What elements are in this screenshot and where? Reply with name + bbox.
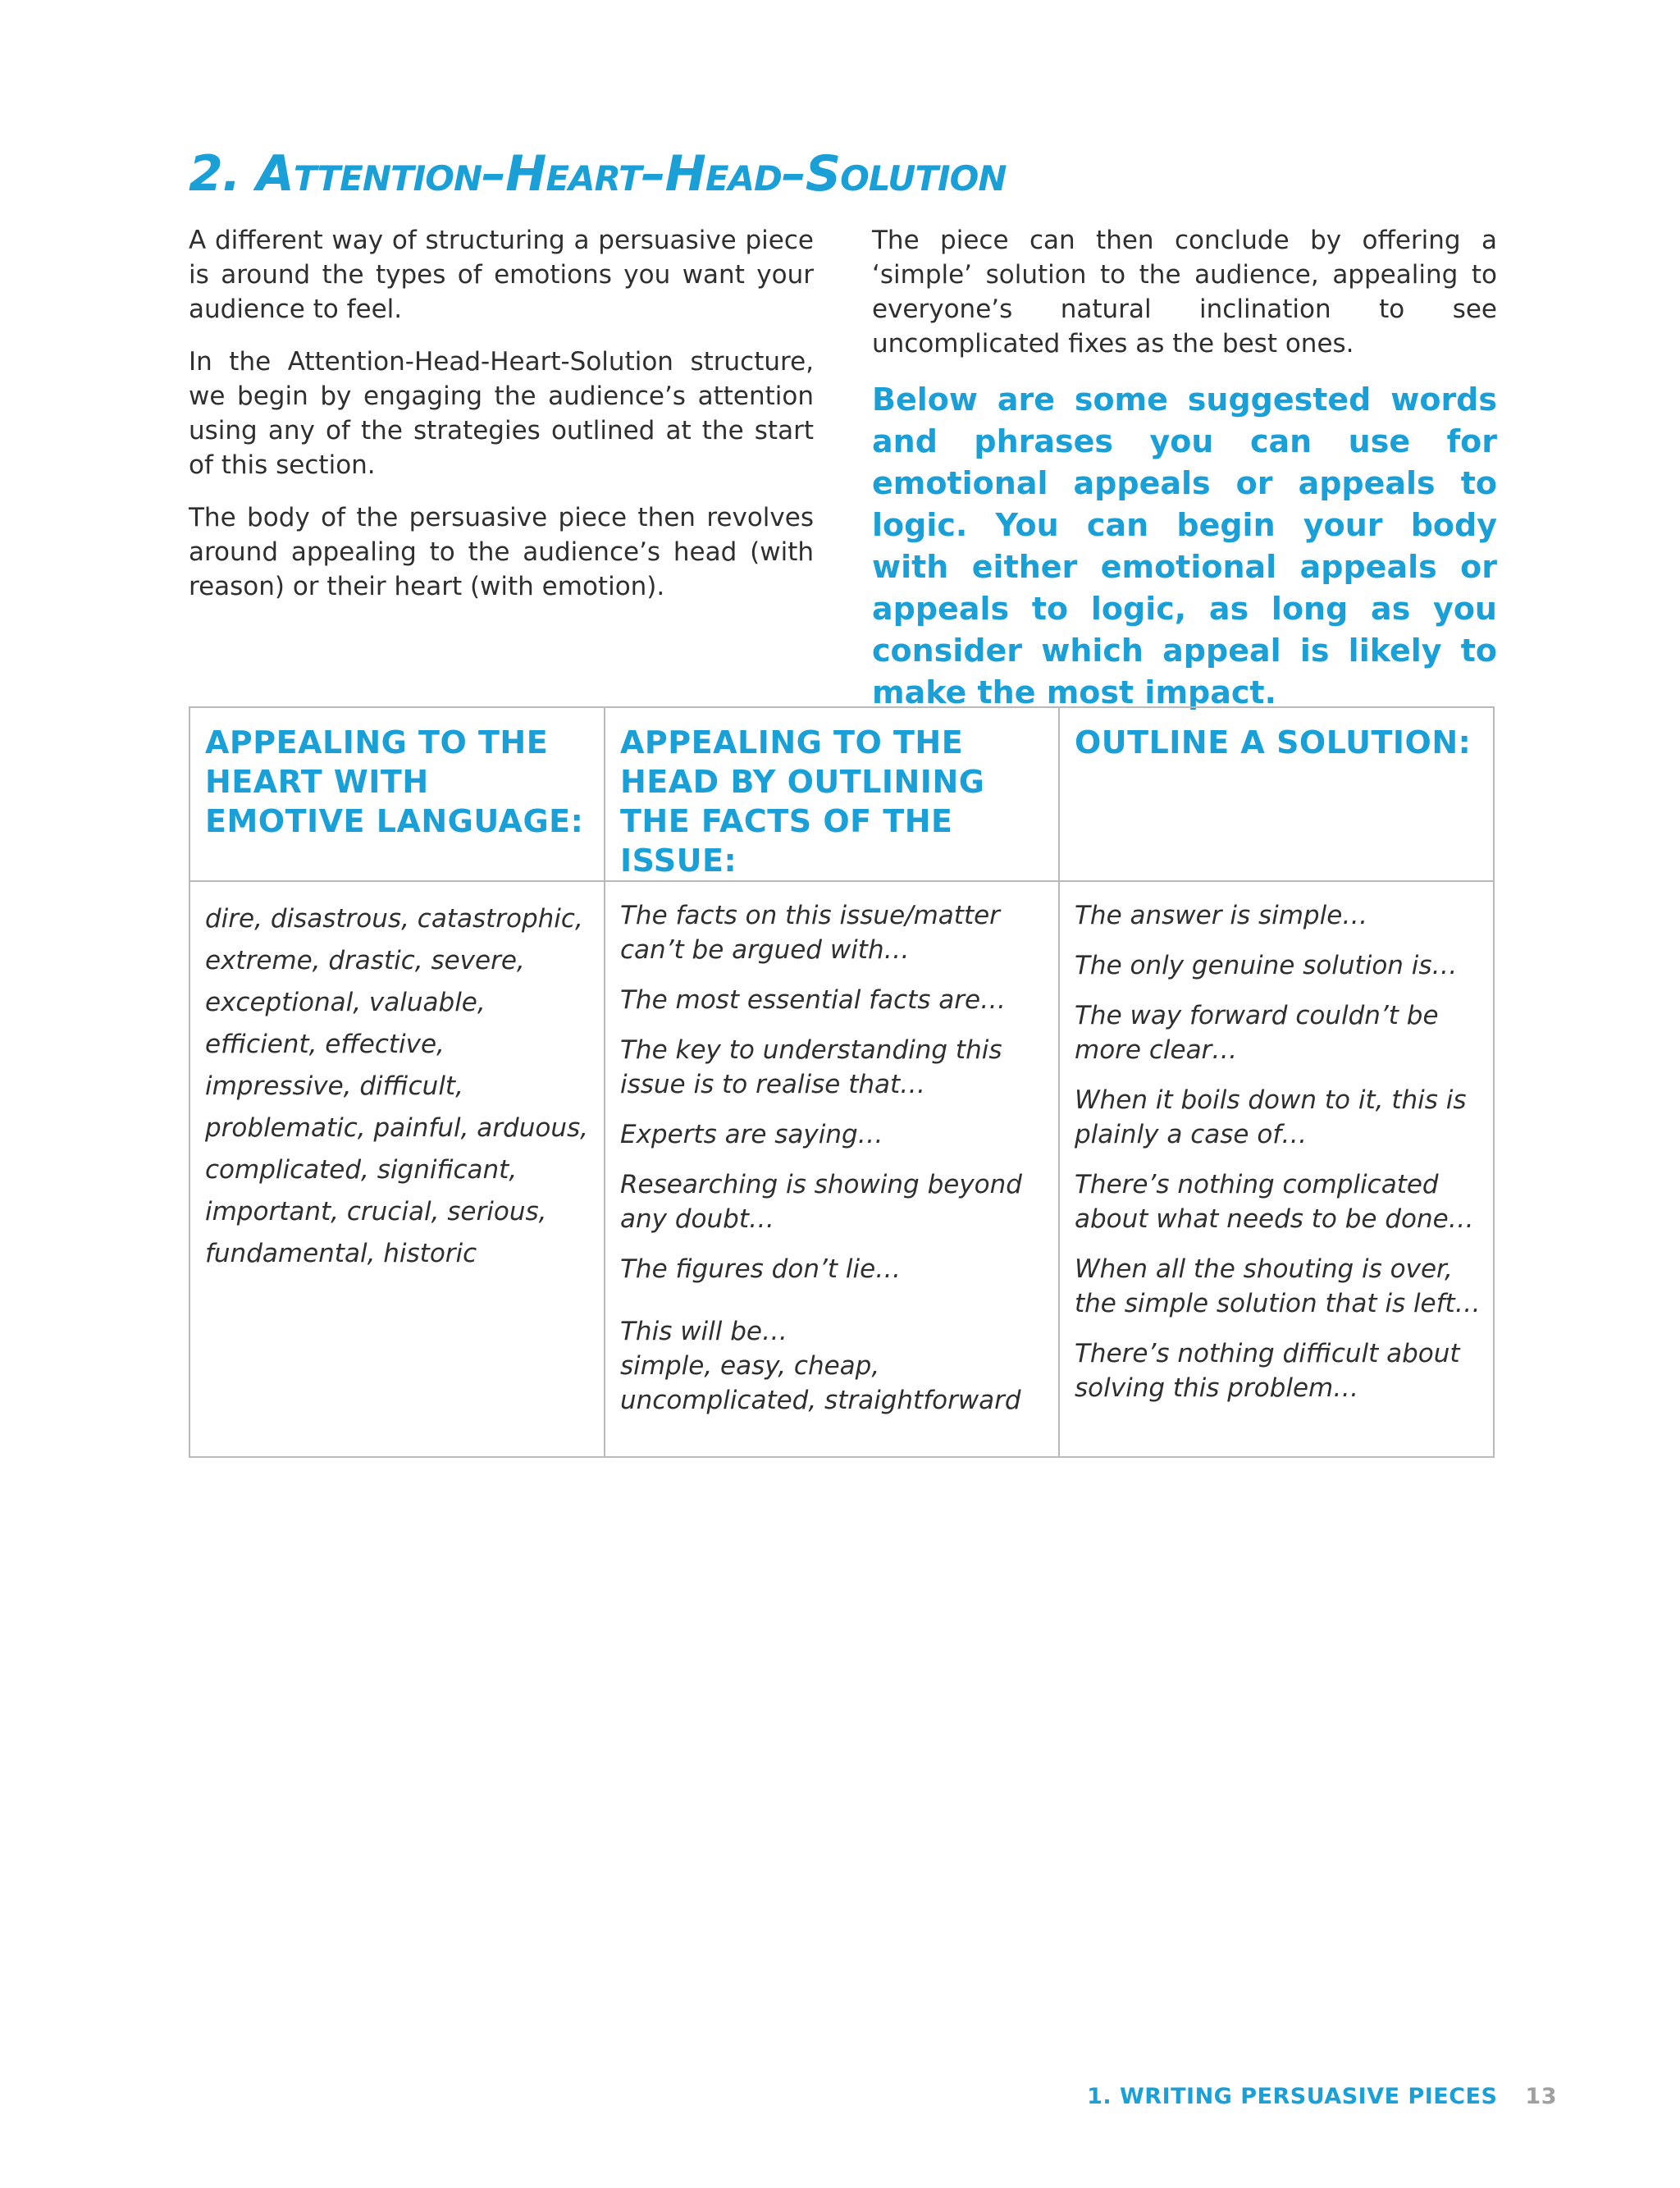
head-phrase: Experts are saying… <box>620 1120 883 1149</box>
solution-phrase: The answer is simple… <box>1075 901 1368 930</box>
right-column <box>872 223 1497 714</box>
highlight-callout: Below are some suggested words and phrases you can use for emotional appeals or appeals to logic. You can begin your body with either emotional appeals or appeals to logic, as long as you consider which appeal is likely to make the most impact. <box>872 381 1497 710</box>
solution-phrase: There’s nothing difficult about solving this problem… <box>1075 1339 1460 1403</box>
head-phrase-final: This will be… <box>620 1317 788 1346</box>
page-footer <box>1087 2084 1557 2109</box>
intro-paragraph: A different way of structuring a persuasive piece is around the types of emotions you want your audience to feel. <box>189 226 814 324</box>
table-header-row <box>189 707 1494 881</box>
head-phrase-final-words: simple, easy, cheap, uncomplicated, straightforward <box>620 1351 1021 1415</box>
header-head: APPEALING TO THE HEAD BY OUTLINING THE FACTS OF THE ISSUE: <box>605 707 1059 881</box>
structure-paragraph: In the Attention-Head-Heart-Solution structure, we begin by engaging the audience’s attention using any of the strategies outlined at the start of this section. <box>189 347 814 480</box>
solution-phrase: The way forward couldn’t be more clear… <box>1075 1001 1439 1065</box>
header-heart: APPEALING TO THE HEART WITH EMOTIVE LANGUAGE: <box>189 707 605 881</box>
emotive-word-list: dire, disastrous, catastrophic, extreme, drastic, severe, exceptional, valuable, efficient, effective, impressive, difficult, problematic, painful, arduous, complicated, significant, important, crucial, serious, fundamental, historic <box>205 904 588 1268</box>
heart-cell <box>189 881 605 1457</box>
solution-phrase: There’s nothing complicated about what needs to be done… <box>1075 1170 1474 1234</box>
solution-phrase: When all the shouting is over, the simple solution that is left… <box>1075 1254 1481 1318</box>
page-title: 2. Attention–Heart–Head–Solution <box>189 145 1007 203</box>
solution-phrase: The only genuine solution is… <box>1075 951 1458 980</box>
head-phrase: The facts on this issue/matter can’t be argued with… <box>620 901 1000 965</box>
solution-phrase: When it boils down to it, this is plainly a case of… <box>1075 1085 1467 1149</box>
head-phrase: The key to understanding this issue is to realise that… <box>620 1035 1002 1099</box>
header-solution: OUTLINE A SOLUTION: <box>1059 707 1494 881</box>
head-phrase: Researching is showing beyond any doubt… <box>620 1170 1022 1234</box>
footer-section-title: 1. WRITING PERSUASIVE PIECES <box>1087 2084 1498 2109</box>
head-phrase: The most essential facts are… <box>620 985 1007 1015</box>
solution-cell <box>1059 881 1494 1457</box>
phrases-table <box>189 706 1495 1458</box>
body-paragraph: The body of the persuasive piece then revolves around appealing to the audience’s head (with reason) or their heart (with emotion). <box>189 503 814 601</box>
left-column <box>189 223 814 622</box>
head-phrase: The figures don’t lie… <box>620 1254 902 1284</box>
conclusion-paragraph: The piece can then conclude by offering a ‘simple’ solution to the audience, appealing to everyone’s natural inclination to see uncomplicated fixes as the best ones. <box>872 226 1497 359</box>
page-number: 13 <box>1525 2084 1557 2109</box>
head-cell <box>605 881 1059 1457</box>
table-body-row <box>189 881 1494 1457</box>
